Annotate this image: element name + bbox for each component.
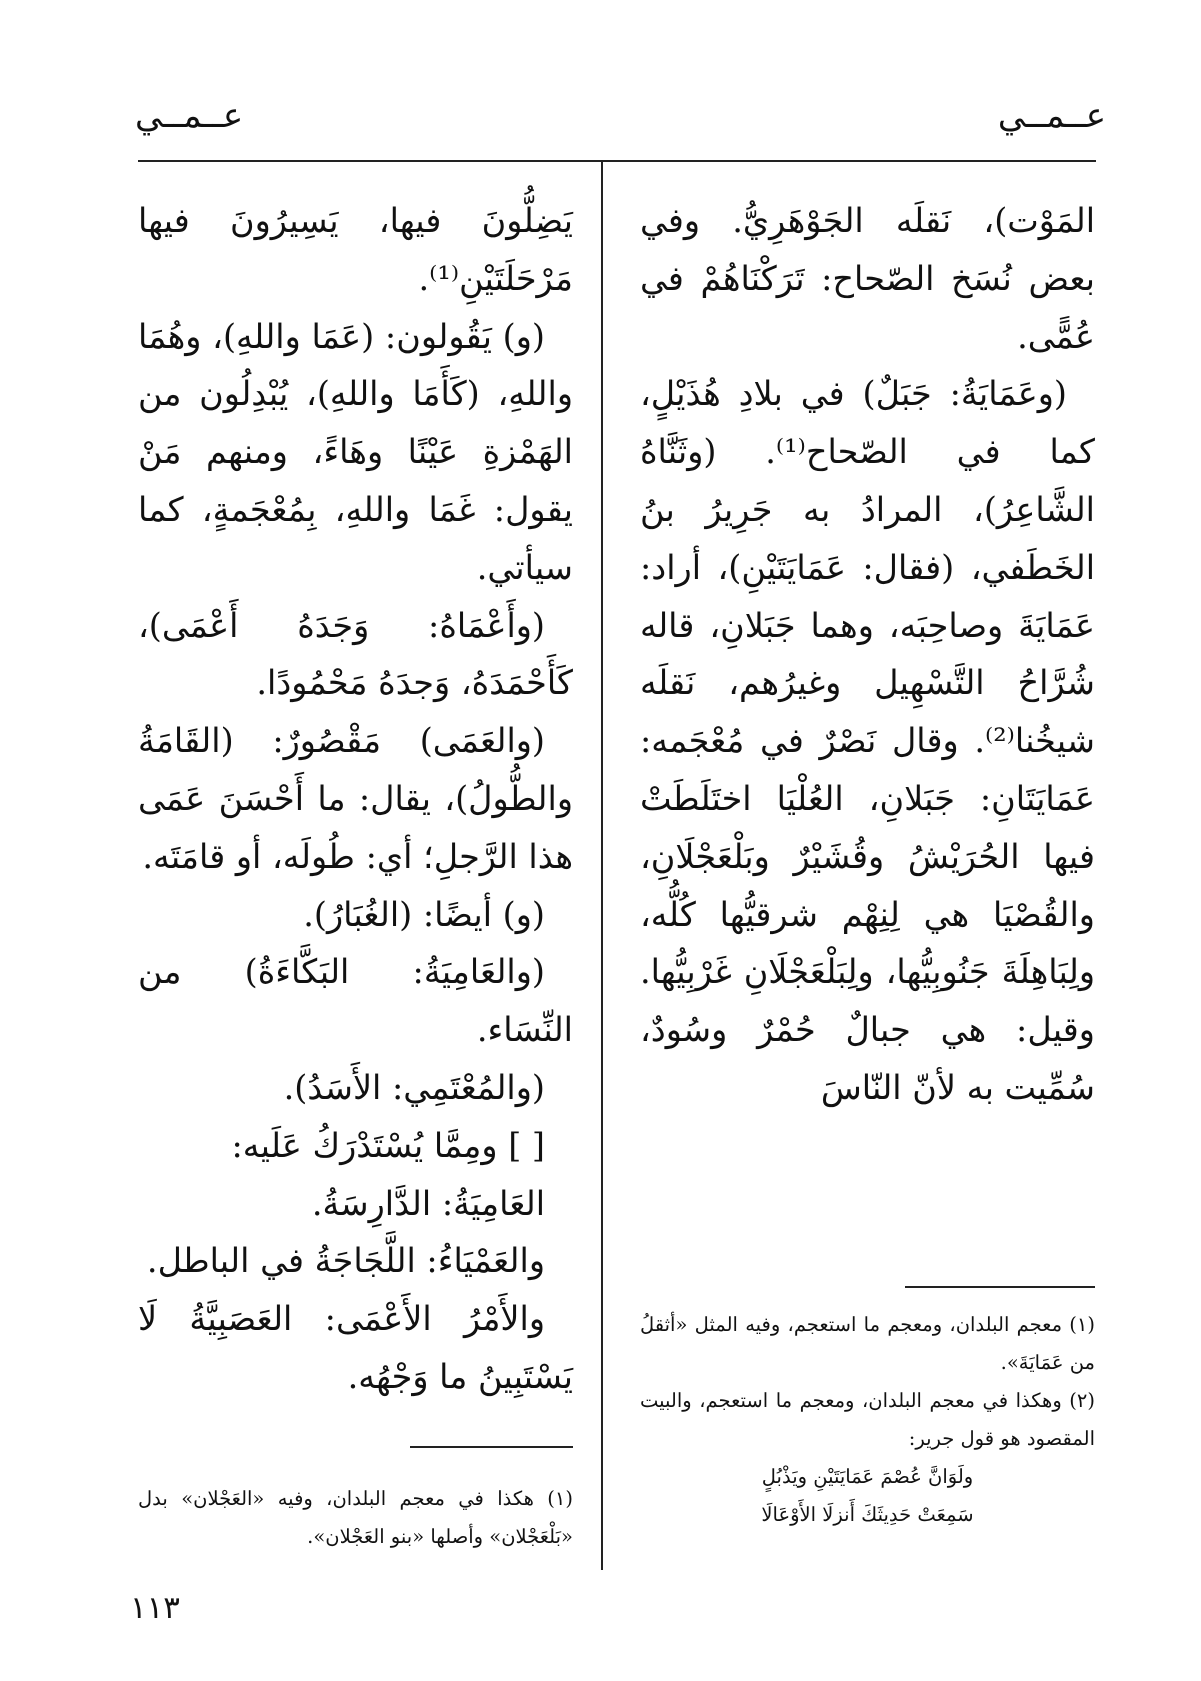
footnote: (١) معجم البلدان، ومعجم ما استعجم، وفيه المثل «أثقلُ من عَمَايَةَ».	[640, 1313, 1095, 1374]
paragraph: والأَمْرُ الأَعْمَى: العَصَبِيَّةُ لَا يَسْتَبِينُ ما وَجْهُه.	[138, 1299, 573, 1396]
column-divider	[601, 160, 603, 1570]
paragraph: (والمُعْتَمِي: الأَسَدُ).	[283, 1067, 545, 1107]
footnote: (٢) وهكذا في معجم البلدان، ومعجم ما استعجم، والبيت المقصود هو قول جرير:	[640, 1389, 1095, 1450]
paragraph: (وأَعْمَاهُ: وَجَدَهُ أَعْمَى)، كَأَحْمَدَهُ، وَجدَهُ مَحْمُودًا.	[138, 605, 573, 703]
paragraph: [ ] ومِمَّا يُسْتَدْرَكُ عَلَيه:	[231, 1125, 545, 1165]
paragraph: (و) يَقُولون: (عَمَا واللهِ)، وهُمَا واللهِ، (كَأَمَا واللهِ)، يُبْدِلُون من الهَمْزةِ عَيْنًا وهَاءً، ومنهم مَنْ يقول: غَمَا واللهِ، بِمُعْجَمةٍ، كما سيأتي.	[138, 316, 573, 587]
paragraph: يَضِلُّونَ فيها، يَسِيرُونَ فيها مَرْحَلَتَيْنِ⁽¹⁾.	[138, 201, 573, 298]
footnote-verse: سَمِعَتْ حَدِيثَكَ أَنزلَا الأَوْعَالَا	[761, 1503, 974, 1526]
footnotes-left	[138, 1480, 573, 1556]
footnote: (١) هكذا في معجم البلدان، وفيه «العَجْلان» بدل «بَلْعَجْلان» وأصلها «بنو العَجْلان».	[138, 1487, 573, 1548]
footnotes-right	[640, 1306, 1095, 1534]
running-header-right: عــمــي	[997, 96, 1106, 136]
footnote-rule-left	[410, 1446, 573, 1448]
paragraph: (والعَامِيَةُ: البَكَّاءَةُ) من النِّسَاء.	[138, 952, 573, 1050]
left-column	[138, 192, 573, 1406]
paragraph: (و) أيضًا: (الغُبَارُ).	[303, 894, 545, 934]
footnote-verse: ولَوَانَّ عُصْمَ عَمَايَتَيْنِ ويَذْبُلٍ	[761, 1465, 974, 1488]
paragraph: العَامِيَةُ: الدَّارِسَةُ.	[311, 1183, 545, 1223]
header-rule	[138, 160, 1096, 162]
right-column	[640, 192, 1095, 1117]
paragraph: (والعَمَى) مَقْصُورٌ: (القَامَةُ والطُّولُ)، يقال: ما أَحْسَنَ عَمَى هذا الرَّجلِ؛ أي: طُولَه، أو قامَتَه.	[138, 721, 573, 876]
running-header-left: عــمــي	[135, 96, 244, 136]
paragraph: المَوْت)، نَقلَه الجَوْهَرِيُّ. وفي بعض نُسَخ الصّحاح: تَرَكْنَاهُمْ في عُمًّى.	[640, 201, 1095, 356]
page-number: ١١٣	[130, 1590, 180, 1626]
paragraph: والعَمْيَاءُ: اللَّجَاجَةُ في الباطل.	[146, 1241, 545, 1281]
footnote-rule-right	[905, 1286, 1095, 1288]
paragraph: (وعَمَايَةُ: جَبَلٌ) في بلادِ هُذَيْلٍ، كما في الصّحاح⁽¹⁾. (وثَنَّاهُ الشَّاعِرُ)، المرادُ به جَرِيرُ بنُ الخَطَفي، (فقال: عَمَايَتَيْنِ)، أراد: عَمَايَةَ وصاحِبَه، وهما جَبَلانِ، قاله شُرَّاحُ التَّسْهِيل وغيرُهم، نَقلَه شيخُنا⁽²⁾. وقال نَصْرٌ في مُعْجَمه: عَمَايَتَانِ: جَبَلانِ، العُلْيَا اختَلَطَتْ فيها الحُرَيْشُ وقُشَيْرٌ وبَلْعَجْلَانِ، والقُصْيَا هي لِنِهْم شرقيُّها كُلُّه، ولِبَاهِلَةَ جَنُوبِيُّها، ولِبَلْعَجْلَانِ غَرْبِيُّها. وقيل: هي جبالٌ حُمْرٌ وسُودٌ، سُمِّيت به لأنّ النّاسَ	[640, 374, 1095, 1107]
